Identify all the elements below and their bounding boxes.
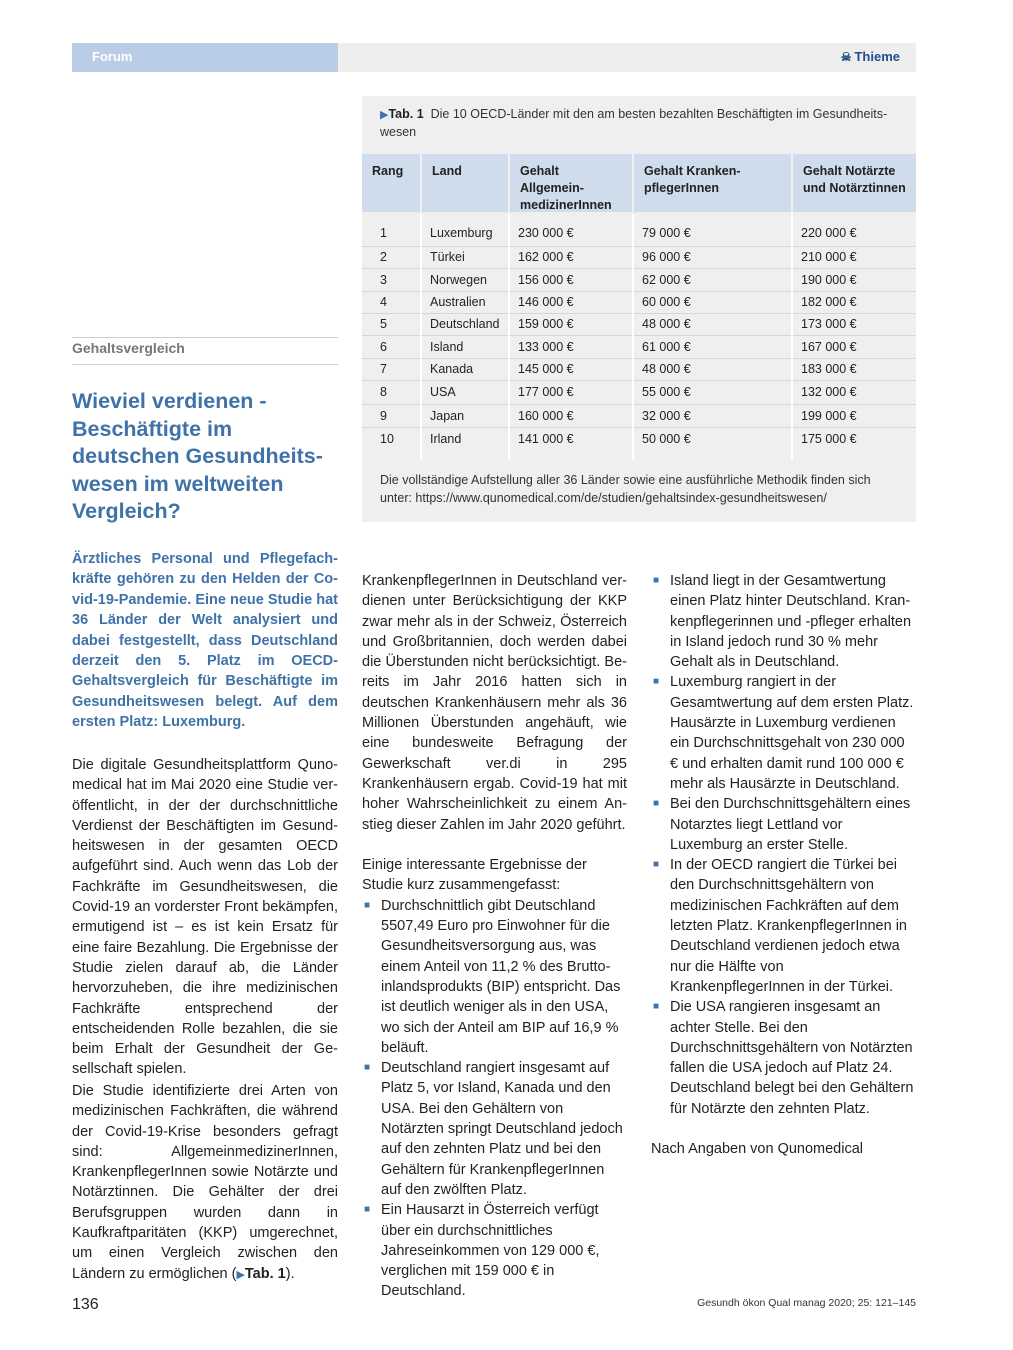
table-cell: 160 000 €	[518, 408, 574, 423]
table-cell: 50 000 €	[642, 431, 691, 446]
column-divider	[508, 214, 510, 460]
table-caption	[380, 106, 900, 141]
publisher-brand	[841, 49, 900, 64]
table-cell: 183 000 €	[801, 361, 857, 376]
list-item	[651, 571, 916, 672]
column-header-notaerzte: Gehalt Notärzte und Notärztinnen	[793, 154, 916, 212]
table-cell: Norwegen	[430, 272, 487, 287]
rubric-rule-bottom	[72, 364, 338, 365]
table-row	[362, 405, 916, 428]
article-headline: Wieviel verdienen - Beschäftigte im deutschen Gesundheitswesen im weltweiten Vergleich?	[72, 389, 323, 523]
publisher-name: Thieme	[854, 49, 900, 64]
table-cell: 199 000 €	[801, 408, 857, 423]
list-item-text: Durchschnittlich gibt Deutschland 5507,49 Euro pro Einwohner für die Gesundheitsversorgung aus, was einem Anteil von 11,2 % des Bruttoinlandsprodukts (BIP) entspricht. Das ist deutlich weniger als in den USA, wo sich der Anteil am BIP auf 16,9 % beläuft.	[381, 897, 621, 1056]
table-row	[362, 291, 916, 314]
table-cell: 141 000 €	[518, 431, 574, 446]
table-cell: Australien	[430, 294, 486, 309]
table-cell: Deutschland	[430, 316, 500, 331]
table-row	[362, 313, 916, 336]
right-column	[651, 571, 916, 1160]
table-cell: 48 000 €	[642, 316, 691, 331]
table-cell: 190 000 €	[801, 272, 857, 287]
list-item-text: Bei den Durchschnittsgehältern eines Notarztes liegt Lettland vor Luxemburg an erster Stelle.	[670, 796, 911, 853]
table-header-row	[362, 154, 916, 212]
rubric: Gehaltsvergleich	[72, 340, 185, 356]
table-cell: 2	[380, 249, 387, 264]
list-item-text: Die USA rangieren insgesamt an achter Stelle. Bei den Durchschnittsgehältern von Notärzten fallen die USA jedoch auf Platz 24. Deutschland belegt bei den Gehältern für Notärzte den zehnten Platz.	[670, 999, 914, 1117]
body-paragraph	[72, 1081, 338, 1285]
table-cell: 96 000 €	[642, 249, 691, 264]
body-paragraph: KrankenpflegerInnen in Deutschland verdienen unter Berücksichtigung der KKP zwar mehr als in der Schweiz, Österreich und Großbritannien, doch werden dabei die Überstunden nicht berücksichtigt. Bereits im Jahr 2016 hatten sich in deutschen Krankenhäusern mehr als 36 Millionen Überstunden angehäuft, wie eine bundesweite Befragung der Gewerkschaft ver.di in 295 Krankenhäusern ergab. Covid-19 hat mit hoher Wahrscheinlichkeit zu einem Anstieg dieser Zahlen im Jahr 2020 geführt.	[362, 573, 627, 833]
rubric-rule-top	[72, 337, 338, 338]
list-item	[651, 855, 916, 997]
thieme-logo-icon: ☠︎	[840, 50, 852, 64]
table-cell: 159 000 €	[518, 316, 574, 331]
column-header-rang: Rang	[362, 154, 420, 212]
section-label: Forum	[92, 49, 133, 64]
bullet-icon: ■	[364, 899, 371, 911]
table-row	[362, 380, 916, 405]
list-item	[362, 1200, 627, 1301]
table-cell: 8	[380, 384, 387, 399]
table-cell: 132 000 €	[801, 384, 857, 399]
table-cell: 79 000 €	[642, 225, 691, 240]
bullet-icon: ■	[364, 1062, 371, 1074]
table-cell: Island	[430, 339, 464, 354]
table-cell: 162 000 €	[518, 249, 574, 264]
list-item-text: In der OECD rangiert die Türkei bei den Durchschnittsgehältern von medizinischen Fachkräften auf dem letzten Platz. KrankenpflegerInnen in Deutschland verdienen jedoch etwa nur die Hälfte von KrankenpflegerInnen in der Türkei.	[670, 857, 907, 995]
body-text: Die Studie identifizierte drei Arten von medizinischen Fachkräften, die während der Covid-19-Krise besonders gefragt sind: AllgemeinmedizinerInnen, KrankenpflegerInnen sowie Notärzte und Notärztinnen. Die Gehälter der drei Berufsgruppen wurden dann in Kaufkraftparitäten (KKP) umgerechnet, um einen Vergleich zwischen den Ländern zu ermöglichen (	[72, 1083, 338, 1282]
middle-column	[362, 571, 627, 1302]
body-text: ).	[285, 1265, 295, 1282]
table-cell: 10	[380, 431, 394, 446]
table-caption-text: Die 10 OECD-Länder mit den am besten bezahlten Beschäftigten im Gesundheitswesen	[380, 107, 888, 139]
table-cell: 61 000 €	[642, 339, 691, 354]
list-item	[362, 1058, 627, 1200]
table-cell: 1	[380, 225, 387, 240]
table-row	[362, 358, 916, 381]
table-cell: 48 000 €	[642, 361, 691, 376]
bullet-icon: ■	[653, 575, 660, 586]
table-cell: 4	[380, 294, 387, 309]
table-cell: 182 000 €	[801, 294, 857, 309]
list-item	[651, 997, 916, 1119]
table-label: Tab. 1	[388, 107, 424, 121]
table-cell: Japan	[430, 408, 465, 423]
bullet-icon: ■	[653, 1001, 660, 1013]
table-reference-link[interactable]: Tab. 1	[244, 1265, 286, 1282]
table-cell: 175 000 €	[801, 431, 857, 446]
body-paragraph: Einige interessante Ergebnisse der Studie kurz zusammengefasst:	[362, 857, 587, 894]
table-cell: 230 000 €	[518, 225, 574, 240]
table-cell: 7	[380, 361, 387, 376]
table-cell: 173 000 €	[801, 316, 857, 331]
bullet-icon: ■	[364, 1204, 371, 1216]
list-item	[362, 896, 627, 1058]
table-cell: 3	[380, 272, 387, 287]
table-cell: 55 000 €	[642, 384, 691, 399]
column-divider	[420, 214, 422, 460]
triangle-icon: ▶	[236, 1268, 245, 1281]
table-cell: 9	[380, 408, 387, 423]
list-item	[651, 794, 916, 855]
table-cell: 210 000 €	[801, 249, 857, 264]
bullet-icon: ■	[653, 798, 660, 810]
body-paragraph: Die digitale Gesundheitsplattform Qunomedical hat im Mai 2020 eine Studie veröffentlicht, in der der durchschnittliche Verdienst der Beschäftigten im Gesundheitswesen in der gesamten OECD aufgeführt sind. Auch wenn das Lob der Fachkräfte im Gesundheitswesen, die Covid-19 an vorderster Front bekämpfen, ermutigend ist – es ist kein Ersatz für eine faire Bezahlung. Die Ergebnisse der Studie zielen darauf ab, die Länder hervorzuheben, die ihre medizinischen Fachkräfte entsprechend der entscheidenden Rolle bezahlen, die sie beim Erhalt der Gesundheit der Gesellschaft spielen.	[72, 757, 338, 1078]
column-divider	[632, 214, 634, 460]
bullet-icon: ■	[653, 676, 660, 688]
table-cell: 62 000 €	[642, 272, 691, 287]
list-item-text: Island liegt in der Gesamtwertung einen Platz hinter Deutschland. Krankenpflegerinnen und -pfleger erhalten in Island jedoch rund 30 % mehr Gehalt als in Deutschland.	[670, 573, 912, 671]
table-row	[362, 336, 916, 359]
column-header-krankenpfleger: Gehalt KrankenpflegerInnen	[634, 154, 791, 212]
table-row	[362, 428, 916, 450]
findings-list	[362, 896, 627, 1302]
list-item-text: Deutschland rangiert insgesamt auf Platz 5, vor Island, Kanada und den USA. Bei den Gehältern von Notärzten springt Deutschland jedoch auf den zehnten Platz und bei den Gehältern für KrankenpflegerInnen auf den zwölften Platz.	[381, 1060, 623, 1198]
findings-list	[651, 571, 916, 1119]
table-cell: 145 000 €	[518, 361, 574, 376]
list-item-text: Luxemburg rangiert in der Gesamtwertung auf dem ersten Platz. Hausärzte in Luxemburg verdienen ein Durchschnittsgehalt von 230 000 € und erhalten damit rund 100 000 € mehr als Hausärzte in Deutschland.	[670, 674, 914, 792]
table-cell: 220 000 €	[801, 225, 857, 240]
table-cell: 167 000 €	[801, 339, 857, 354]
page-number: 136	[72, 1296, 99, 1313]
table-cell: 5	[380, 316, 387, 331]
table-cell: USA	[430, 384, 456, 399]
table-cell: 6	[380, 339, 387, 354]
bullet-icon: ■	[653, 859, 660, 871]
table-row	[362, 220, 916, 247]
table-cell: 133 000 €	[518, 339, 574, 354]
list-item	[651, 672, 916, 794]
table-cell: Kanada	[430, 361, 474, 376]
table-cell: 146 000 €	[518, 294, 574, 309]
section-header-bar	[72, 43, 338, 72]
table-cell: Luxemburg	[430, 225, 493, 240]
column-header-allgemeinmediziner: Gehalt AllgemeinmedizinerInnen	[510, 154, 632, 212]
table-row	[362, 269, 916, 292]
table-cell: Irland	[430, 431, 462, 446]
table-body	[362, 214, 916, 460]
table-cell: 32 000 €	[642, 408, 691, 423]
list-item-text: Ein Hausarzt in Österreich verfügt über ein durchschnittliches Jahreseinkommen von 129 000 €, verglichen mit 159 000 € in Deutschland.	[381, 1202, 600, 1300]
table-row	[362, 246, 916, 269]
journal-citation: Gesundh ökon Qual manag 2020; 25: 121–145	[697, 1297, 916, 1309]
table-cell: 156 000 €	[518, 272, 574, 287]
publisher-header-bar	[338, 43, 916, 72]
table-cell: 177 000 €	[518, 384, 574, 399]
column-header-land: Land	[422, 154, 508, 212]
column-divider	[791, 214, 793, 460]
table-cell: Türkei	[430, 249, 465, 264]
article-lead: Ärztliches Personal und Pflegefachkräfte gehören zu den Helden der Covid-19-Pandemie. Eine neue Studie hat 36 Länder der Welt analysiert und dabei festgestellt, dass Deutschland derzeit den 5. Platz im OECD-Gehaltsvergleich für Beschäftigte im Gesundheitswesen belegt. Auf dem ersten Platz: Luxemburg.	[72, 551, 338, 731]
triangle-icon: ▶	[380, 109, 389, 121]
source-note: Nach Angaben von Qunomedical	[651, 1141, 864, 1158]
table-footnote: Die vollständige Aufstellung aller 36 Länder sowie eine ausführliche Methodik finden sich unter: https://www.qunomedical.com/de/studien/gehaltsindex-gesundheitswesen/	[380, 473, 871, 505]
table-cell: 60 000 €	[642, 294, 691, 309]
